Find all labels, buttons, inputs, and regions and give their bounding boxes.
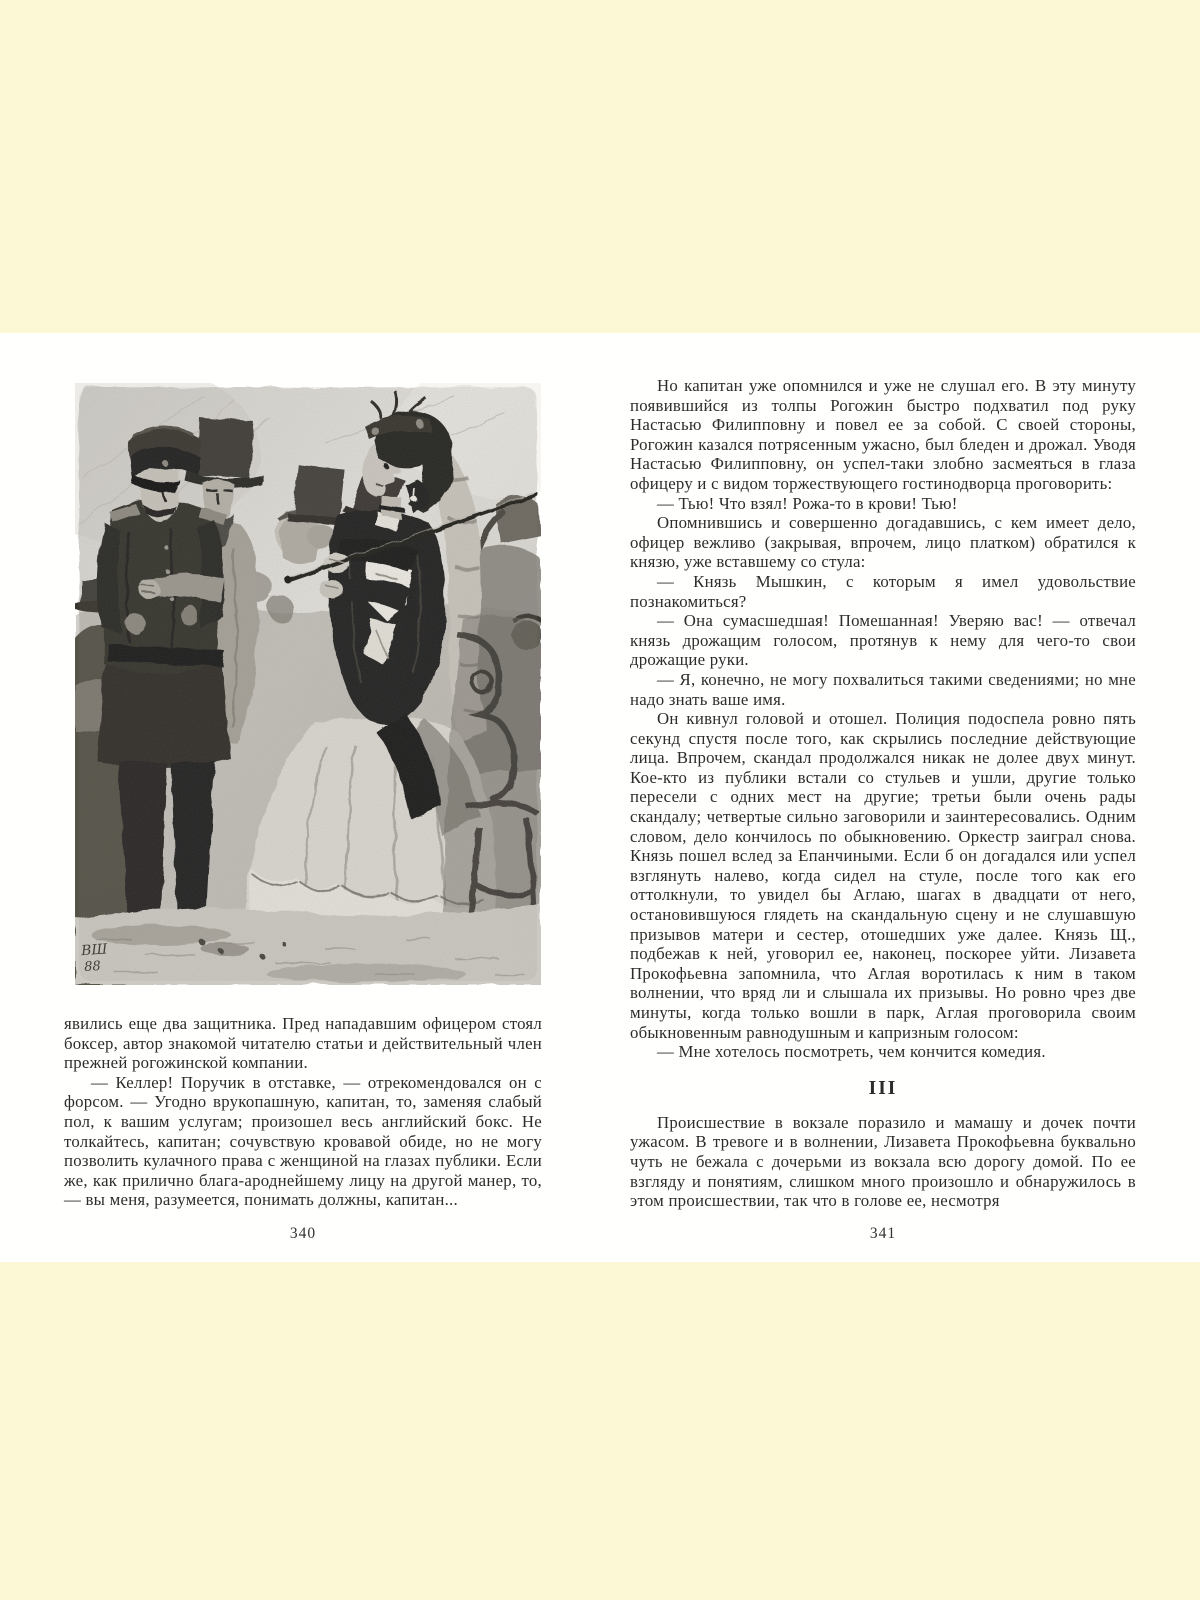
paragraph: Происшествие в вокзале поразило и мамашу и дочек почти ужасом. В тревоге и в волнении, Лизавета Прокофьевна буквально чуть не бежала с дочерьми из вокзала всю дорогу домой. По ее взгляду и понятиям, слишком много произошло и обнаружилось в этом происшествии, так что в голове ее, несмотря bbox=[630, 1112, 1136, 1211]
right-paragraphs-after-heading bbox=[630, 1113, 1136, 1211]
paragraph: — Она сумасшедшая! Помешанная! Уверяю вас! — отвечал князь дрожащим голосом, протянув к нему для чего-то свои дрожащие руки. bbox=[630, 611, 1136, 670]
paragraph: — Мне хотелось посмотреть, чем кончится комедия. bbox=[657, 1042, 1046, 1062]
illustration bbox=[75, 383, 541, 985]
page-number-right: 341 bbox=[869, 1225, 897, 1242]
paragraph: — Я, конечно, не могу похвалиться такими сведениями; но мне надо знать ваше имя. bbox=[630, 669, 1136, 709]
charcoal-grain-texture bbox=[75, 383, 541, 985]
chapter-heading: III bbox=[868, 1077, 898, 1099]
paragraph: Но капитан уже опомнился и уже не слушал его. В эту минуту появившийся из толпы Рогожин быстро подхватил под руку Настасью Филипповну и повел ее за собой. С своей стороны, Рогожин казался потрясенным ужасно, был бледен и дрожал. Уводя Настасью Филипповну, он успел-таки злобно засмеяться в глаза офицеру и с видом торжествующего гостинодворца проговорить: bbox=[630, 376, 1136, 493]
paragraph: — Тью! Что взял! Рожа-то в крови! Тью! bbox=[657, 493, 958, 513]
paragraph: Он кивнул головой и отошел. Полиция подоспела ровно пять секунд спустя после того, как скрылись последние действующие лица. Впрочем, скандал продолжался никак не долее двух минут. Кое-кто из публики встали со стульев и ушли, другие только пересели с одних мест на другие; третьи были очень рады скандалу; четвертые сильно заговорили и заинтересовались. Одним словом, дело кончилось по обыкновению. Оркестр заиграл снова. Князь пошел вслед за Епанчиными. Если б он догадался или успел взглянуть налево, когда сидел на стуле, после того как его оттолкнули, то увидел бы Аглаю, шагах в двадцати от него, остановившуюся глядеть на скандальную сцену и не слушавшую призывов матери и сестер, отошедших уже далее. Князь Щ., подбежав к ней, уговорил ее, наконец, поскорее уйти. Лизавета Прокофьевна запомнила, что Аглая воротилась к ним в таком волнении, что вряд ли и слышала их призывы. Но ровно чрез две минуты, когда только вошли в парк, Аглая проговорила своим обыкновенным равнодушным и капризным голосом: bbox=[630, 709, 1136, 1042]
right-paragraphs-before-heading bbox=[630, 376, 1136, 1062]
paragraph: Опомнившись и совершенно догадавшись, с кем имеет дело, офицер вежливо (закрывая, впрочем, лицо платком) обратился к князю, уже вставшему со стула: bbox=[630, 513, 1136, 572]
book-spread bbox=[0, 333, 1200, 1262]
page-left-text bbox=[64, 1014, 542, 1210]
illustration-drawing bbox=[75, 383, 541, 985]
paragraph: — Князь Мышкин, с которым я имел удовольствие познакомиться? bbox=[630, 571, 1136, 611]
page-right-text bbox=[630, 376, 1136, 1211]
paragraph: — Келлер! Поручик в отставке, — отрекомендовался он с форсом. — Угодно врукопашную, капитан, то, заменяя слабый пол, к вашим услугам; произошел весь английский бокс. Не толкайтесь, капитан; сочувствую кровавой обиде, но не могу позволить кулачного права с женщиной на глазах публики. Если же, как прилично блага-ароднейшему лицу на другой манер, то, — вы меня, разумеется, понимать должны, капитан... bbox=[64, 1072, 542, 1210]
page-number-left: 340 bbox=[289, 1225, 317, 1242]
paragraph: явились еще два защитника. Пред нападавшим офицером стоял боксер, автор знакомой читателю статьи и действительный член прежней рогожинской компании. bbox=[64, 1014, 542, 1073]
